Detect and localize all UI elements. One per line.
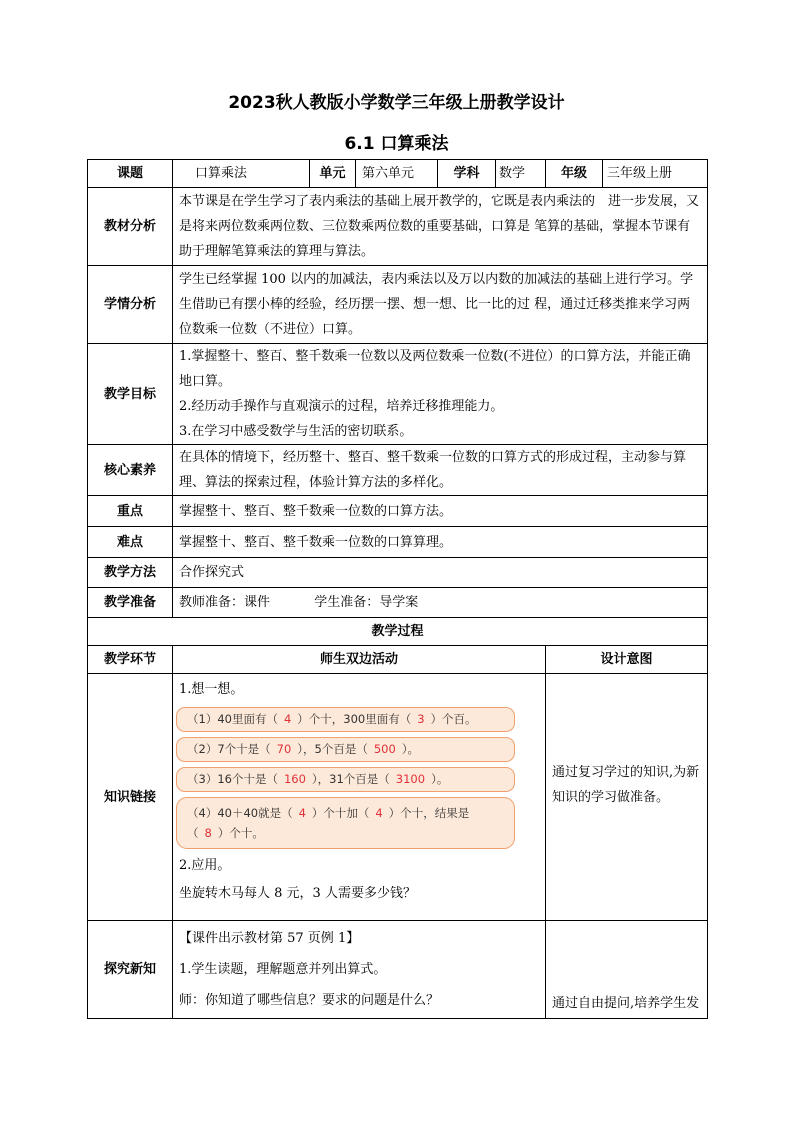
lesson-title: 6.1 口算乘法 xyxy=(344,134,449,154)
material-row xyxy=(88,188,708,266)
goals-list xyxy=(173,344,708,445)
literacy-text: 在具体的情境下，经历整十、整百、整千数乘一位数的口算方式的形成过程，主动参与算理、算法的探索过程，体验计算方法的多样化。 xyxy=(173,445,708,496)
prep-label: 教学准备 xyxy=(88,588,173,618)
goals-row xyxy=(88,344,708,445)
goal-item: 3.在学习中感受数学与生活的密切联系。 xyxy=(179,424,413,439)
unit-value: 第六单元 xyxy=(356,160,438,188)
knowledge-link-row xyxy=(88,674,708,921)
subject-value: 数学 xyxy=(496,160,546,188)
process-header: 教学过程 xyxy=(88,618,708,646)
explore-line-2: 1.学生读题，理解题意并列出算式。 xyxy=(179,962,387,977)
students-label: 学情分析 xyxy=(88,266,173,344)
method-text: 合作探究式 xyxy=(173,558,708,588)
explore-label: 探究新知 xyxy=(88,921,173,1019)
difficulty-row xyxy=(88,527,708,558)
step-apply: 2.应用。 xyxy=(179,858,231,873)
grade-label: 年级 xyxy=(546,160,603,188)
design-column-header: 设计意图 xyxy=(546,646,708,674)
literacy-label: 核心素养 xyxy=(88,445,173,496)
explore-activity xyxy=(173,921,546,1019)
method-row xyxy=(88,558,708,588)
subject-label: 学科 xyxy=(438,160,496,188)
teacher-prep: 教师准备：课件 xyxy=(179,595,271,610)
knowledge-link-label: 知识链接 xyxy=(88,674,173,921)
student-prep: 学生准备：导学案 xyxy=(314,595,419,610)
topic-label: 课题 xyxy=(88,160,173,188)
stage-column-header: 教学环节 xyxy=(88,646,173,674)
document-title: 2023秋人教版小学数学三年级上册教学设计 xyxy=(228,93,565,113)
apply-question: 坐旋转木马每人 8 元，3 人需要多少钱？ xyxy=(179,886,416,901)
lesson-plan-table xyxy=(87,159,708,1019)
prep-row xyxy=(88,588,708,618)
review-question-3: （3）16个十是（ 160 ），31个百是（ 3100 ）。 xyxy=(176,767,515,792)
goals-label: 教学目标 xyxy=(88,344,173,445)
key-row xyxy=(88,496,708,527)
explore-line-1: 【课件出示教材第 57 页例 1】 xyxy=(179,931,360,946)
process-header-row xyxy=(88,618,708,646)
grade-value: 三年级上册 xyxy=(603,160,708,188)
prep-text xyxy=(173,588,708,618)
knowledge-link-activity xyxy=(173,674,546,921)
key-label: 重点 xyxy=(88,496,173,527)
goal-item: 1.掌握整十、整百、整千数乘一位数以及两位数乘一位数(不进位）的口算方法，并能正确地口算。 xyxy=(179,349,691,389)
explore-design: 通过自由提问,培养学生发 xyxy=(546,921,708,1019)
info-row xyxy=(88,160,708,188)
explore-row xyxy=(88,921,708,1019)
topic-value: 口算乘法 xyxy=(173,160,310,188)
key-text: 掌握整十、整百、整千数乘一位数的口算方法。 xyxy=(173,496,708,527)
literacy-row xyxy=(88,445,708,496)
method-label: 教学方法 xyxy=(88,558,173,588)
material-text: 本节课是在学生学习了表内乘法的基础上展开教学的，它既是表内乘法的 进一步发展，又是将来两位数乘两位数、三位数乘两位数的重要基础，口算是 笔算的基础，掌握本节课有助于理解笔算乘法的算理与算法。 xyxy=(173,188,708,266)
review-question-4: （4）40＋40就是（ 4 ）个十加（ 4 ）个十，结果是 （ 8 ）个十。 xyxy=(176,797,515,849)
knowledge-link-design: 通过复习学过的知识,为新知识的学习做准备。 xyxy=(546,674,708,921)
students-row xyxy=(88,266,708,344)
activity-column-header: 师生双边活动 xyxy=(173,646,546,674)
students-text: 学生已经掌握 100 以内的加减法，表内乘法以及万以内数的加减法的基础上进行学习。学生借助已有摆小棒的经验，经历摆一摆、想一想、比一比的过 程，通过迁移类推来学习两位数乘一位数（不进位）口算。 xyxy=(173,266,708,344)
review-question-2: （2）7个十是（ 70 ），5个百是（ 500 ）。 xyxy=(176,737,515,762)
review-question-1: （1）40里面有（ 4 ）个十，300里面有（ 3 ）个百。 xyxy=(176,707,515,732)
explore-line-3: 师：你知道了哪些信息？要求的问题是什么？ xyxy=(179,993,440,1008)
difficulty-label: 难点 xyxy=(88,527,173,558)
step-think: 1.想一想。 xyxy=(179,682,244,697)
goal-item: 2.经历动手操作与直观演示的过程，培养迁移推理能力。 xyxy=(179,399,504,414)
process-columns-row xyxy=(88,646,708,674)
material-label: 教材分析 xyxy=(88,188,173,266)
unit-label: 单元 xyxy=(310,160,356,188)
difficulty-text: 掌握整十、整百、整千数乘一位数的口算算理。 xyxy=(173,527,708,558)
